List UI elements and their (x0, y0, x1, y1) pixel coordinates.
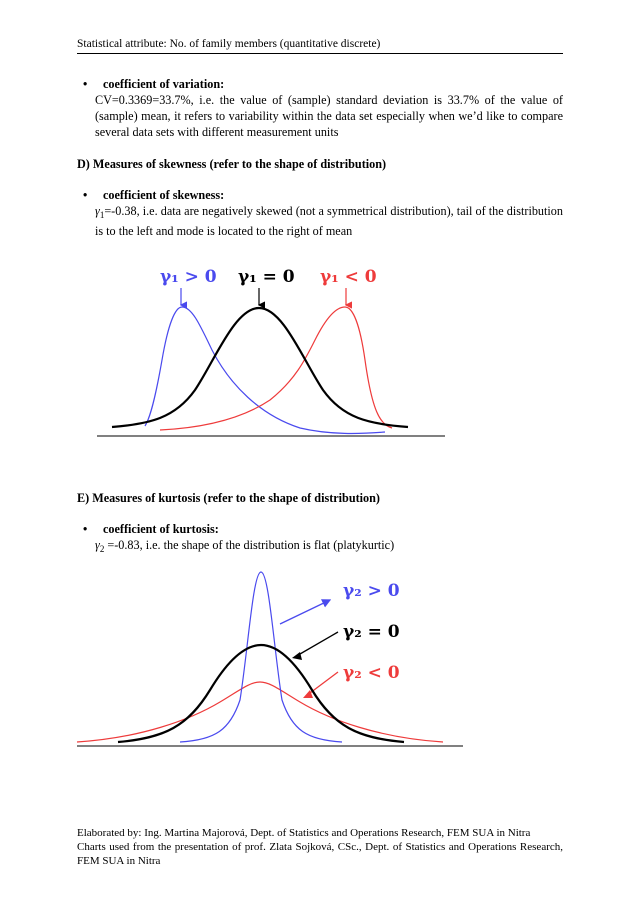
arrow-leptokurtic (280, 600, 330, 624)
label-gamma2-positive: γ₂ > 0 (343, 581, 400, 601)
arrow-mesokurtic (300, 632, 338, 654)
skewness-block (77, 156, 563, 239)
curve-negative-skew (160, 307, 392, 430)
skewness-bullet-label: coefficient of skewness: (103, 188, 225, 202)
label-gamma1-negative: γ₁ < 0 (320, 267, 377, 287)
cv-text: CV=0.3369=33.7%, i.e. the value of (sample) standard deviation is 33.7% of the value of (sample) mean, it refers to variability within the data set especially when we’d like to compare several data sets with different measurement units (95, 93, 563, 139)
arrow-platykurtic (310, 672, 338, 693)
bullet-dot: • (83, 77, 88, 91)
skewness-bullet (77, 187, 563, 203)
label-gamma2-zero: γ₂ = 0 (343, 622, 400, 642)
label-gamma1-positive: γ₁ > 0 (160, 267, 217, 287)
cv-block (77, 76, 563, 140)
gamma2-symbol: γ (95, 538, 100, 552)
curve-leptokurtic (180, 572, 342, 742)
kurtosis-bullet-label: coefficient of kurtosis: (103, 522, 219, 536)
cv-bullet (77, 76, 563, 92)
kurtosis-heading: E) Measures of kurtosis (refer to the shape of distribution) (77, 491, 380, 505)
footer-line-2: Charts used from the presentation of prof. Zlata Sojková, CSc., Dept. of Statistics and Operations Research, FEM SUA in Nitra (77, 841, 563, 867)
label-gamma2-negative: γ₂ < 0 (343, 663, 400, 683)
skewness-heading: D) Measures of skewness (refer to the shape of distribution) (77, 157, 387, 171)
kurtosis-block (77, 490, 563, 557)
footer-line-1: Elaborated by: Ing. Martina Majorová, Dept. of Statistics and Operations Research, FEM SUA in Nitra (77, 827, 531, 839)
curve-symmetric (112, 308, 408, 427)
skewness-figure (0, 250, 638, 450)
footer (77, 826, 563, 868)
kurtosis-bullet (77, 521, 563, 537)
label-gamma1-zero: γ₁ = 0 (238, 267, 295, 287)
gamma2-subscript: 2 (99, 544, 105, 554)
skewness-text (77, 203, 563, 239)
kurtosis-figure (0, 560, 638, 755)
kurtosis-text (77, 537, 563, 557)
bullet-dot: • (83, 188, 88, 202)
kurtosis-description: =-0.83, i.e. the shape of the distribution is flat (platykurtic) (104, 538, 395, 552)
curve-platykurtic (77, 682, 443, 742)
cv-bullet-label: coefficient of variation: (103, 77, 225, 91)
gamma1-subscript: 1 (99, 210, 105, 220)
bullet-dot: • (83, 522, 88, 536)
page-header: Statistical attribute: No. of family members (quantitative discrete) (77, 38, 563, 54)
gamma1-symbol: γ (95, 204, 100, 218)
skewness-description: =-0.38, i.e. data are negatively skewed (not a symmetrical distribution), tail of the distribution is to the left and mode is located to the right of mean (95, 204, 563, 238)
